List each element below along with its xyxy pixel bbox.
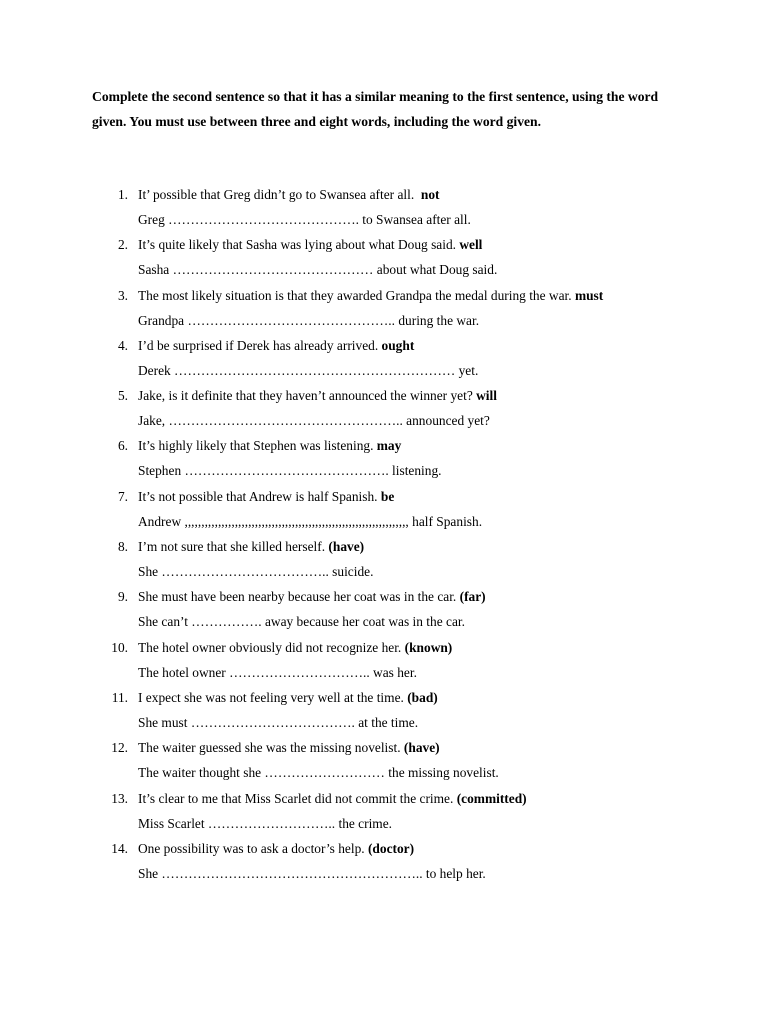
original-sentence-line [138, 283, 603, 308]
original-sentence: The most likely situation is that they awarded Grandpa the medal during the war. [138, 287, 575, 303]
exercise-item [0, 383, 768, 433]
rewrite-sentence: Miss Scarlet ……………………….. the crime. [138, 815, 393, 831]
keyword: (have) [403, 740, 440, 756]
original-sentence: The hotel owner obviously did not recognize her. [138, 639, 405, 655]
keyword: may [376, 438, 402, 454]
keyword: will [476, 388, 497, 404]
original-sentence: The waiter guessed she was the missing novelist. [138, 740, 404, 756]
exercise-item [0, 433, 768, 483]
exercise-number: 1. [117, 187, 128, 202]
keyword: ought [381, 337, 415, 353]
keyword: be [380, 488, 395, 504]
exercise-item [0, 232, 768, 282]
exercise-item [0, 635, 768, 685]
keyword: well [459, 237, 483, 253]
original-sentence-line [138, 534, 364, 559]
exercise-list [0, 182, 768, 886]
original-sentence: Jake, is it definite that they haven’t announced the winner yet? [138, 388, 477, 404]
exercise-item [0, 685, 768, 735]
rewrite-sentence: Derek ……………………………………………………… yet. [138, 362, 479, 378]
exercise-number: 10. [111, 639, 128, 655]
original-sentence: It’s not possible that Andrew is half Spanish. [138, 488, 381, 504]
original-sentence-line [138, 685, 438, 710]
exercise-number: 9. [117, 589, 128, 605]
rewrite-sentence: She ………………………………………………….. to help her. [138, 865, 486, 881]
original-sentence: It’s clear to me that Miss Scarlet did not commit the crime. [138, 790, 457, 806]
rewrite-sentence: Andrew ,,,,,,,,,,,,,,,,,,,,,,,,,,,,,,,,,,,,,,,,,,,,,,,,,,,,,,,,,,,,,,,,,,, half Spanish. [138, 513, 483, 529]
rewrite-sentence: Sasha ……………………………………… about what Doug said. [138, 262, 498, 278]
original-sentence-line [138, 836, 414, 861]
original-sentence-line [138, 383, 497, 408]
exercise-number: 7. [117, 488, 128, 504]
exercise-item [0, 534, 768, 584]
exercise-number: 8. [117, 539, 128, 555]
exercise-item [0, 484, 768, 534]
exercise-item [0, 786, 768, 836]
exercise-number: 12. [111, 740, 128, 756]
exercise-number: 4. [117, 337, 128, 353]
exercise-item [0, 836, 768, 886]
exercise-item [0, 283, 768, 333]
original-sentence-line [138, 433, 401, 458]
rewrite-sentence: Stephen ………………………………………. listening. [138, 463, 442, 479]
original-sentence-line [138, 735, 440, 760]
rewrite-sentence: Jake, …………………………………………….. announced yet? [138, 413, 490, 429]
rewrite-sentence: Grandpa ……………………………………….. during the war. [138, 312, 480, 328]
rewrite-sentence: She can’t ……………. away because her coat was in the car. [138, 614, 465, 630]
keyword: (known) [404, 639, 453, 655]
exercise-number: 14. [111, 840, 128, 856]
original-sentence: It’ possible that Greg didn’t go to Swansea after all. [138, 187, 421, 202]
original-sentence: It’s highly likely that Stephen was listening. [138, 438, 377, 454]
original-sentence-line [138, 333, 414, 358]
original-sentence: She must have been nearby because her coat was in the car. [138, 589, 460, 605]
rewrite-sentence: The waiter thought she ……………………… the missing novelist. [138, 765, 499, 781]
exercise-item [0, 182, 768, 232]
exercise-number: 6. [117, 438, 128, 454]
original-sentence-line [138, 484, 394, 509]
exercise-item [0, 735, 768, 785]
keyword: (bad) [407, 689, 438, 705]
exercise-item [0, 584, 768, 634]
original-sentence: I’d be surprised if Derek has already arrived. [138, 337, 382, 353]
keyword: (committed) [456, 790, 527, 806]
rewrite-sentence: The hotel owner ………………………….. was her. [138, 664, 417, 680]
keyword: must [574, 287, 604, 303]
original-sentence-line [138, 232, 482, 257]
original-sentence-line [138, 635, 452, 660]
keyword: (far) [459, 589, 486, 605]
original-sentence: One possibility was to ask a doctor’s help. [138, 840, 368, 856]
keyword: not [420, 187, 440, 202]
exercise-number: 5. [117, 388, 128, 404]
instructions-paragraph: Complete the second sentence so that it has a similar meaning to the first sentence, using the word given. You must use between three and eight words, including the word given. [92, 89, 659, 129]
exercise-number: 3. [117, 287, 128, 303]
exercise-item [0, 333, 768, 383]
rewrite-sentence: Greg ……………………………………. to Swansea after all. [138, 212, 471, 227]
original-sentence: I expect she was not feeling very well at the time. [138, 689, 408, 705]
original-sentence-line [138, 786, 527, 811]
exercise-number: 2. [117, 237, 128, 253]
rewrite-sentence: She ……………………………….. suicide. [138, 564, 374, 580]
original-sentence: I’m not sure that she killed herself. [138, 539, 329, 555]
original-sentence-line [138, 182, 439, 207]
exercise-number: 11. [111, 689, 128, 705]
keyword: (doctor) [367, 840, 415, 856]
original-sentence-line [138, 584, 486, 609]
original-sentence: It’s quite likely that Sasha was lying about what Doug said. [138, 237, 460, 253]
exercise-number: 13. [111, 790, 128, 806]
rewrite-sentence: She must ………………………………. at the time. [138, 714, 419, 730]
keyword: (have) [328, 539, 365, 555]
